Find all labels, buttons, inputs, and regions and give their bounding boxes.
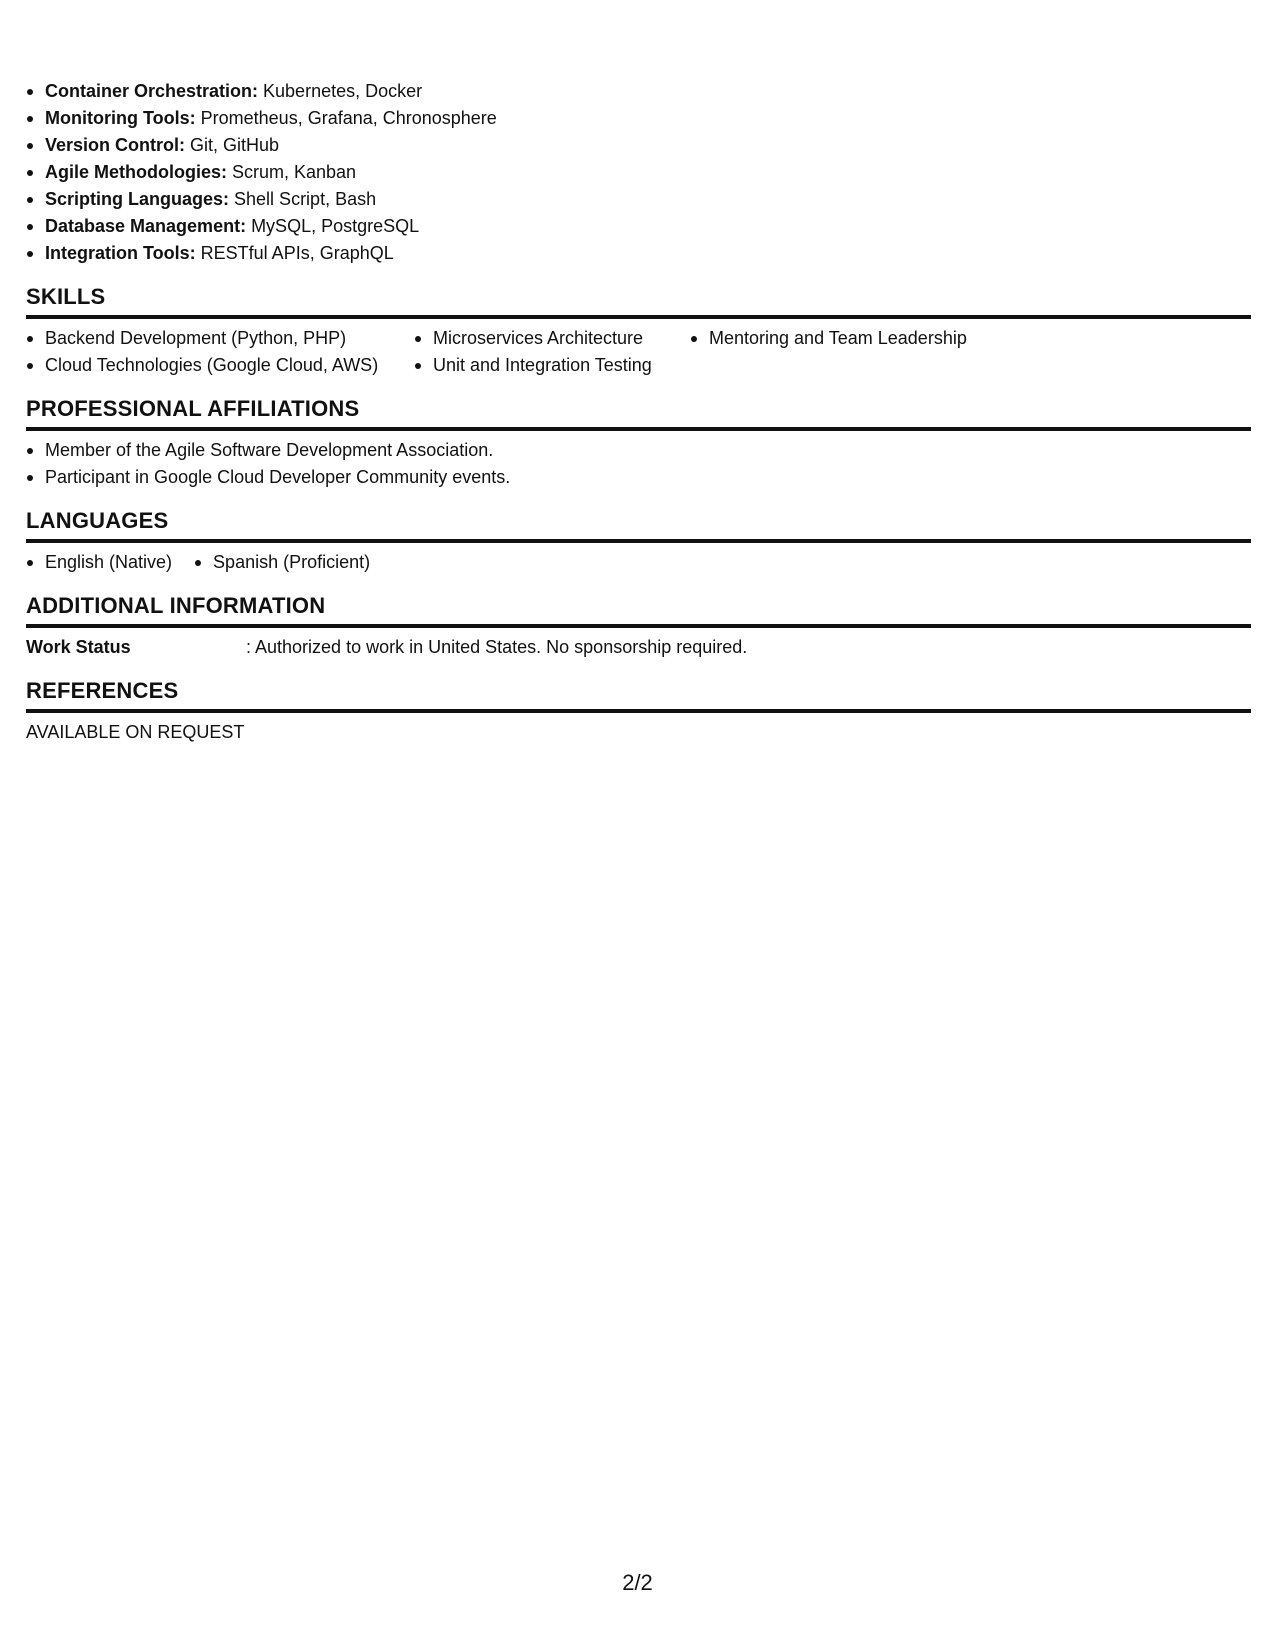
tool-category: Database Management:	[45, 216, 247, 236]
affiliations-section	[26, 395, 1251, 491]
tool-category: Monitoring Tools:	[45, 108, 196, 128]
work-status-value: : Authorized to work in United States. No sponsorship required.	[246, 637, 748, 657]
tool-category: Container Orchestration:	[45, 81, 259, 101]
list-item: Participant in Google Cloud Developer Community events.	[26, 464, 1251, 491]
tool-values: Prometheus, Grafana, Chronosphere	[195, 108, 497, 128]
additional-info-section	[26, 592, 1251, 661]
list-item: Mentoring and Team Leadership	[690, 325, 1251, 352]
list-item: Unit and Integration Testing	[414, 352, 690, 379]
tool-values: MySQL, PostgreSQL	[246, 216, 420, 236]
tool-category: Integration Tools:	[45, 243, 196, 263]
tool-values: Git, GitHub	[185, 135, 280, 155]
languages-section	[26, 507, 1251, 576]
section-heading: REFERENCES	[26, 677, 1251, 713]
tools-list	[26, 78, 1251, 267]
list-item: Member of the Agile Software Development Association.	[26, 437, 1251, 464]
list-item: Spanish (Proficient)	[194, 549, 370, 576]
affiliations-list	[26, 437, 1251, 491]
section-heading: SKILLS	[26, 283, 1251, 319]
tool-values: Shell Script, Bash	[229, 189, 377, 209]
list-item	[26, 186, 1251, 213]
tool-category: Agile Methodologies:	[45, 162, 227, 182]
work-status-row	[26, 634, 1251, 661]
list-item	[26, 213, 1251, 240]
languages-list	[26, 549, 1251, 576]
references-section	[26, 677, 1251, 746]
list-item: Cloud Technologies (Google Cloud, AWS)	[26, 352, 414, 379]
skills-list	[26, 325, 1251, 379]
page-number: 2/2	[622, 1570, 653, 1595]
section-heading: ADDITIONAL INFORMATION	[26, 592, 1251, 628]
section-heading: LANGUAGES	[26, 507, 1251, 543]
list-item	[26, 132, 1251, 159]
skills-section	[26, 283, 1251, 379]
list-item: Backend Development (Python, PHP)	[26, 325, 414, 352]
tool-values: Kubernetes, Docker	[258, 81, 423, 101]
tool-values: Scrum, Kanban	[227, 162, 357, 182]
list-item: English (Native)	[26, 549, 172, 576]
list-item	[26, 78, 1251, 105]
list-item	[26, 105, 1251, 132]
list-item	[26, 240, 1251, 267]
tool-values: RESTful APIs, GraphQL	[195, 243, 394, 263]
work-status-label: Work Status	[26, 637, 131, 657]
tool-category: Version Control:	[45, 135, 186, 155]
list-item	[26, 159, 1251, 186]
list-item: Microservices Architecture	[414, 325, 690, 352]
references-text: AVAILABLE ON REQUEST	[26, 722, 245, 742]
resume-page	[26, 78, 1251, 746]
section-heading: PROFESSIONAL AFFILIATIONS	[26, 395, 1251, 431]
tool-category: Scripting Languages:	[45, 189, 230, 209]
